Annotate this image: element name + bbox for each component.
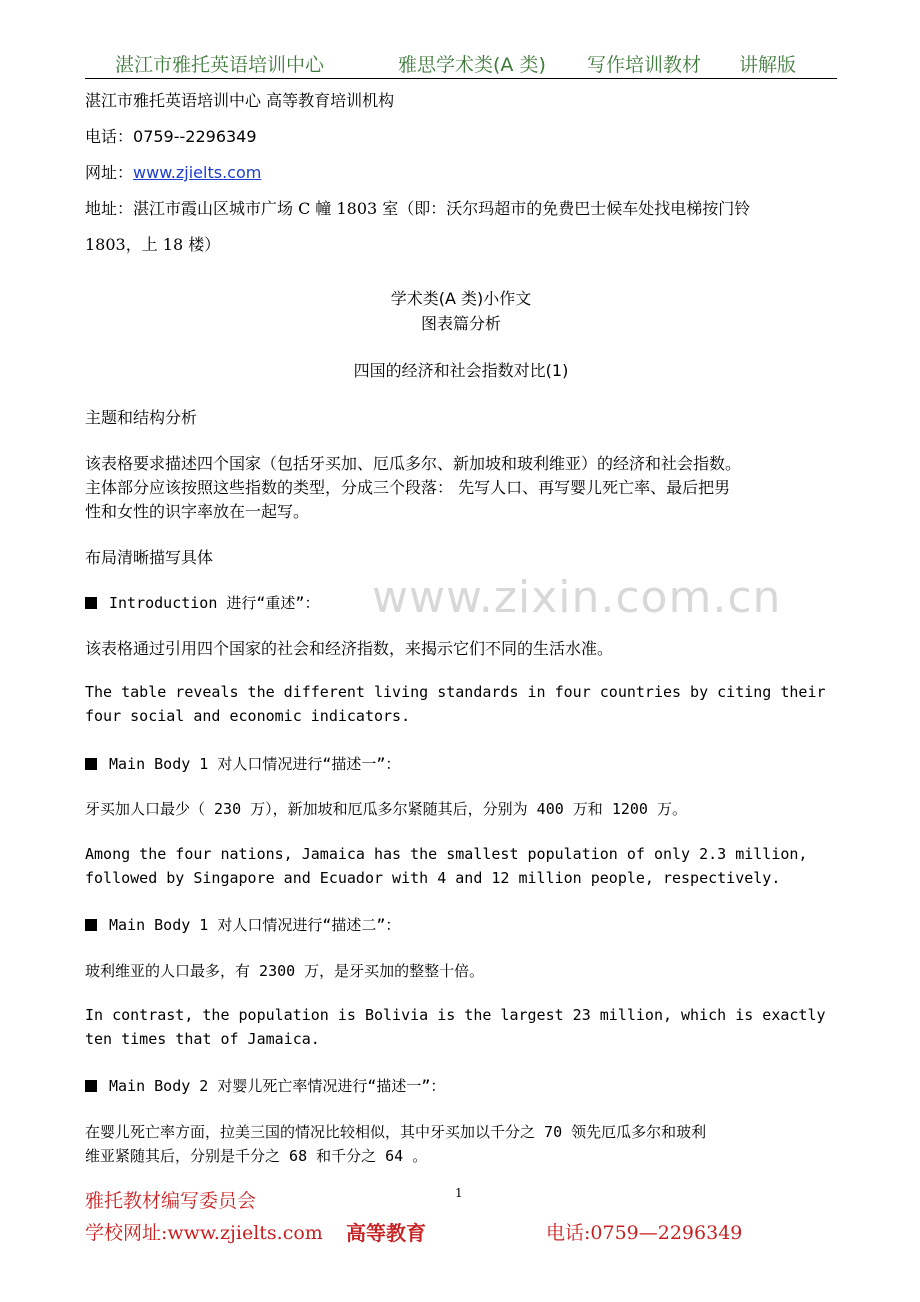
web-label: 网址： (85, 163, 134, 182)
intro-english-2: four social and economic indicators. (85, 707, 411, 725)
phone-label: 电话： (85, 127, 134, 146)
bullet-square-icon (85, 597, 97, 609)
layout-heading: 布局清晰描写具体 (85, 548, 214, 567)
intro-chinese: 该表格通过引用四个国家的社会和经济指数，来揭示它们不同的生活水准。 (85, 639, 614, 658)
page-header (85, 48, 837, 79)
header-edition: 讲解版 (739, 54, 797, 76)
main-body-2-label-text: Main Body 2 对婴儿死亡率情况进行“描述一”： (109, 1077, 446, 1095)
header-material: 写作培训教材 (587, 54, 702, 76)
main-body-2-chinese-2: 维亚紧随其后，分别是千分之 68 和千分之 64 。 (85, 1147, 428, 1165)
intro-english-1: The table reveals the different living standards in four countries by citing their (85, 683, 826, 701)
theme-paragraph-3: 性和女性的识字率放在一起写。 (85, 502, 310, 521)
doc-title-2: 图表篇分析 (420, 314, 501, 333)
main-body-1b-label-text: Main Body 1 对人口情况进行“描述二”： (109, 916, 401, 934)
phone-line (85, 124, 257, 147)
org-line: 湛江市雅托英语培训中心 高等教育培训机构 (85, 91, 395, 110)
watermark: www.zixin.com.cn (372, 572, 782, 623)
theme-heading: 主题和结构分析 (85, 408, 198, 427)
footer-school-website: 学校网址:www.zjielts.com (85, 1222, 323, 1244)
address-line-1: 地址：湛江市霞山区城市广场 C 幢 1803 室（即：沃尔玛超市的免费巴士候车处找电梯按门铃 (85, 199, 751, 218)
theme-paragraph-2: 主体部分应该按照这些指数的类型，分成三个段落： 先写人口、再写婴儿死亡率、最后把男 (85, 478, 731, 497)
theme-paragraph-1: 该表格要求描述四个国家（包括牙买加、厄瓜多尔、新加坡和玻利维亚）的经济和社会指数。 (85, 454, 742, 473)
main-body-1a-english-2: followed by Singapore and Ecuador with 4 and 12 million people, respectively. (85, 869, 781, 887)
phone-number: 0759--2296349 (133, 127, 257, 146)
header-center-name: 湛江市雅托英语培训中心 (115, 54, 325, 76)
footer-phone: 电话:0759—2296349 (546, 1222, 743, 1244)
main-body-1a-label-text: Main Body 1 对人口情况进行“描述一”： (109, 755, 401, 773)
main-body-1b-label (85, 914, 400, 935)
doc-title: 学术类(A 类)小作文 (390, 289, 532, 308)
address-line-2: 1803，上 18 楼） (85, 235, 221, 254)
main-body-1b-english-1: In contrast, the population is Bolivia is the largest 23 million, which is exactly (85, 1006, 826, 1024)
main-body-2-label (85, 1075, 445, 1096)
main-body-2-chinese-1: 在婴儿死亡率方面，拉美三国的情况比较相似，其中牙买加以千分之 70 领先厄瓜多尔和玻利 (85, 1123, 707, 1141)
doc-subtitle: 四国的经济和社会指数对比(1) (353, 361, 569, 380)
header-course: 雅思学术类(A 类) (398, 54, 546, 76)
main-body-1b-chinese: 玻利维亚的人口最多，有 2300 万，是牙买加的整整十倍。 (85, 962, 485, 980)
main-body-1a-chinese: 牙买加人口最少（ 230 万），新加坡和厄瓜多尔紧随其后，分别为 400 万和 1200 万。 (85, 800, 687, 818)
web-line (85, 160, 261, 183)
intro-label (85, 592, 319, 613)
main-body-1a-english-1: Among the four nations, Jamaica has the smallest population of only 2.3 million, (85, 845, 808, 863)
footer-committee: 雅托教材编写委员会 (85, 1190, 257, 1212)
intro-label-text: Introduction 进行“重述”： (109, 594, 320, 612)
bullet-square-icon (85, 1080, 97, 1092)
main-body-1a-label (85, 753, 400, 774)
main-body-1b-english-2: ten times that of Jamaica. (85, 1030, 320, 1048)
footer-edu: 高等教育 (346, 1221, 426, 1245)
bullet-square-icon (85, 758, 97, 770)
page-number: 1 (455, 1186, 463, 1200)
website-link[interactable]: www.zjielts.com (133, 163, 262, 182)
bullet-square-icon (85, 919, 97, 931)
